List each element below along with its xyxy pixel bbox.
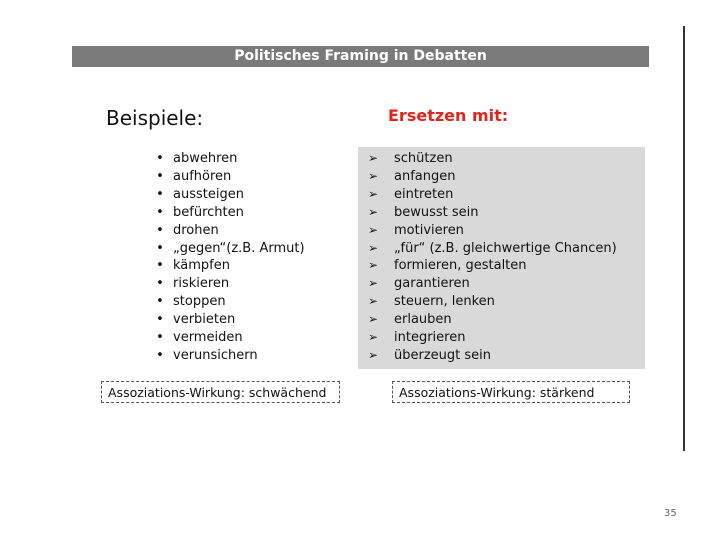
list-item-label: riskieren — [173, 276, 230, 292]
list-item-label: befürchten — [173, 204, 244, 220]
bullet-icon: • — [156, 186, 164, 202]
arrow-bullet-icon: ➢ — [367, 347, 379, 362]
list-item-label: anfangen — [394, 168, 456, 184]
list-item — [155, 347, 305, 365]
list-item-label: vermeiden — [173, 330, 243, 346]
examples-heading: Beispiele: — [106, 106, 204, 130]
arrow-bullet-icon: ➢ — [367, 276, 379, 291]
list-item-label: aussteigen — [173, 186, 244, 202]
list-item-label: verbieten — [173, 312, 236, 328]
list-item — [155, 275, 305, 293]
arrow-bullet-icon: ➢ — [367, 294, 379, 309]
list-item — [155, 240, 305, 258]
list-item — [366, 186, 617, 204]
bullet-icon: • — [156, 294, 164, 310]
bullet-icon: • — [156, 330, 164, 346]
list-item-label: schützen — [394, 151, 453, 166]
list-item-label: aufhören — [173, 168, 232, 184]
list-item — [155, 311, 305, 329]
bullet-icon: • — [156, 312, 164, 328]
examples-list — [155, 150, 305, 365]
list-item-label: formieren, gestalten — [394, 258, 527, 274]
list-item-label: drohen — [173, 222, 219, 238]
list-item — [155, 186, 305, 204]
list-item — [155, 293, 305, 311]
list-item — [366, 347, 617, 365]
list-item-label: verunsichern — [173, 347, 258, 363]
replacements-list — [366, 150, 617, 365]
list-item — [366, 222, 617, 240]
list-item — [366, 275, 617, 293]
list-item — [155, 257, 305, 275]
arrow-bullet-icon: ➢ — [367, 240, 379, 255]
list-item-label: kämpfen — [173, 258, 230, 274]
list-item-label: steuern, lenken — [394, 294, 495, 310]
bullet-icon: • — [156, 276, 164, 292]
list-item — [155, 329, 305, 347]
slide-title: Politisches Framing in Debatten — [72, 46, 649, 67]
list-item-label: garantieren — [394, 276, 470, 292]
arrow-bullet-icon: ➢ — [367, 186, 379, 201]
list-item-label: überzeugt sein — [394, 347, 491, 363]
bullet-icon: • — [156, 240, 164, 256]
arrow-bullet-icon: ➢ — [367, 204, 379, 219]
bullet-icon: • — [156, 204, 164, 220]
list-item-label: „gegen“(z.B. Armut) — [173, 240, 305, 256]
arrow-bullet-icon: ➢ — [367, 312, 379, 327]
list-item — [366, 168, 617, 186]
bullet-icon: • — [156, 347, 164, 363]
page-number: 35 — [664, 508, 677, 519]
list-item-label: abwehren — [173, 151, 238, 166]
bullet-icon: • — [156, 168, 164, 184]
list-item — [366, 329, 617, 347]
list-item — [155, 204, 305, 222]
list-item-label: „für“ (z.B. gleichwertige Chancen) — [394, 240, 617, 256]
arrow-bullet-icon: ➢ — [367, 151, 379, 165]
list-item-label: motivieren — [394, 222, 464, 238]
arrow-bullet-icon: ➢ — [367, 222, 379, 237]
list-item-label: eintreten — [394, 186, 454, 202]
list-item — [366, 311, 617, 329]
list-item — [155, 168, 305, 186]
list-item-label: integrieren — [394, 330, 466, 346]
association-effect-strengthening: Assoziations-Wirkung: stärkend — [392, 381, 630, 403]
list-item-label: erlauben — [394, 312, 452, 328]
bullet-icon: • — [156, 258, 164, 274]
arrow-bullet-icon: ➢ — [367, 330, 379, 345]
bullet-icon: • — [156, 151, 164, 166]
association-effect-weakening: Assoziations-Wirkung: schwächend — [101, 381, 340, 403]
list-item — [366, 150, 617, 168]
list-item — [366, 204, 617, 222]
list-item — [366, 257, 617, 275]
list-item — [155, 222, 305, 240]
arrow-bullet-icon: ➢ — [367, 168, 379, 183]
list-item — [155, 150, 305, 168]
list-item — [366, 240, 617, 258]
vertical-divider — [683, 26, 685, 451]
list-item-label: stoppen — [173, 294, 226, 310]
replace-heading: Ersetzen mit: — [388, 106, 509, 125]
bullet-icon: • — [156, 222, 164, 238]
list-item-label: bewusst sein — [394, 204, 479, 220]
arrow-bullet-icon: ➢ — [367, 258, 379, 273]
list-item — [366, 293, 617, 311]
